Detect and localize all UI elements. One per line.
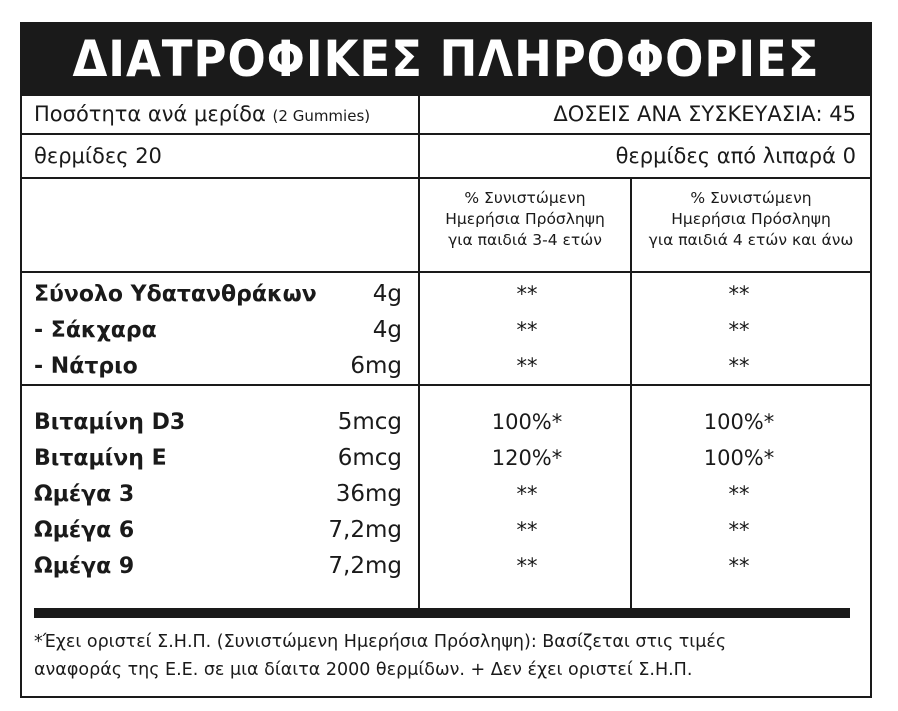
nutrition-facts-panel — [20, 22, 872, 698]
nutrient-amount: 6mg — [350, 353, 402, 379]
dv-kids-4-plus: 100%* — [703, 446, 775, 470]
footnote-line: *Έχει οριστεί Σ.Η.Π. (Συνιστώμενη Ημερήσια Πρόσληψη): Βασίζεται στις τιμές — [34, 632, 727, 652]
dv-kids-3-4: ** — [516, 554, 538, 578]
dv-kids-4-plus: ** — [728, 282, 750, 306]
serving-amount: (2 Gummies) — [272, 107, 371, 125]
nutrient-amount: 4g — [372, 281, 402, 307]
dv-kids-3-4: ** — [516, 354, 538, 378]
nutrient-name: Σύνολο Υδατανθράκων — [34, 282, 317, 307]
dv-kids-3-4: ** — [516, 482, 538, 506]
column-header-line: % Συνιστώμενη — [690, 189, 812, 207]
nutrient-name: Ωμέγα 3 — [34, 482, 135, 507]
thick-rule — [34, 608, 850, 618]
nutrient-amount: 7,2mg — [328, 553, 402, 579]
rule — [22, 94, 870, 96]
footnote — [34, 628, 858, 684]
nutrient-amount: 36mg — [335, 481, 402, 507]
column-header-kids-4-plus — [632, 188, 870, 251]
dv-kids-4-plus: ** — [728, 354, 750, 378]
rule — [22, 133, 870, 135]
nutrient-amount: 6mcg — [337, 445, 402, 471]
calories-from-fat: θερμίδες από λιπαρά 0 — [615, 144, 856, 168]
dv-kids-4-plus: ** — [728, 318, 750, 342]
dv-kids-4-plus: ** — [728, 518, 750, 542]
nutrient-name: Ωμέγα 6 — [34, 518, 135, 543]
calories: θερμίδες 20 — [34, 144, 162, 168]
dv-kids-3-4: 120%* — [491, 446, 563, 470]
rule — [22, 384, 870, 386]
nutrient-name: - Νάτριο — [34, 354, 138, 379]
nutrient-name: - Σάκχαρα — [34, 318, 157, 343]
footnote-line: αναφοράς της Ε.Ε. σε μια δίαιτα 2000 θερμίδων. + Δεν έχει οριστεί Σ.Η.Π. — [34, 660, 693, 680]
nutrient-amount: 4g — [372, 317, 402, 343]
dv-kids-3-4: ** — [516, 318, 538, 342]
dv-kids-4-plus: ** — [728, 554, 750, 578]
rule — [22, 177, 870, 179]
nutrient-name: Βιταμίνη D3 — [34, 410, 186, 435]
dv-kids-3-4: ** — [516, 282, 538, 306]
nutrient-amount: 5mcg — [337, 409, 402, 435]
column-header-line: % Συνιστώμενη — [464, 189, 586, 207]
column-header-line: Ημερήσια Πρόσληψη — [671, 210, 831, 228]
column-header-line: για παιδιά 4 ετών και άνω — [648, 231, 854, 249]
dv-kids-3-4: 100%* — [491, 410, 563, 434]
column-header-line: για παιδιά 3-4 ετών — [448, 231, 602, 249]
rule — [22, 271, 870, 273]
column-header-line: Ημερήσια Πρόσληψη — [445, 210, 605, 228]
column-header-kids-3-4 — [420, 188, 630, 251]
dv-kids-4-plus: ** — [728, 482, 750, 506]
dv-kids-3-4: ** — [516, 518, 538, 542]
nutrient-amount: 7,2mg — [328, 517, 402, 543]
serving-label: Ποσότητα ανά μερίδα — [34, 102, 266, 126]
dv-kids-4-plus: 100%* — [703, 410, 775, 434]
servings-per-container: ΔΟΣΕΙΣ ΑΝΑ ΣΥΣΚΕΥΑΣΙΑ: 45 — [553, 102, 856, 126]
serving-size — [34, 102, 370, 128]
nutrient-name: Ωμέγα 9 — [34, 554, 135, 579]
nutrient-name: Βιταμίνη Ε — [34, 446, 167, 471]
column-divider — [418, 94, 420, 608]
panel-title: ΔΙΑΤΡΟΦΙΚΕΣ ΠΛΗΡΟΦΟΡΙΕΣ — [22, 24, 870, 94]
